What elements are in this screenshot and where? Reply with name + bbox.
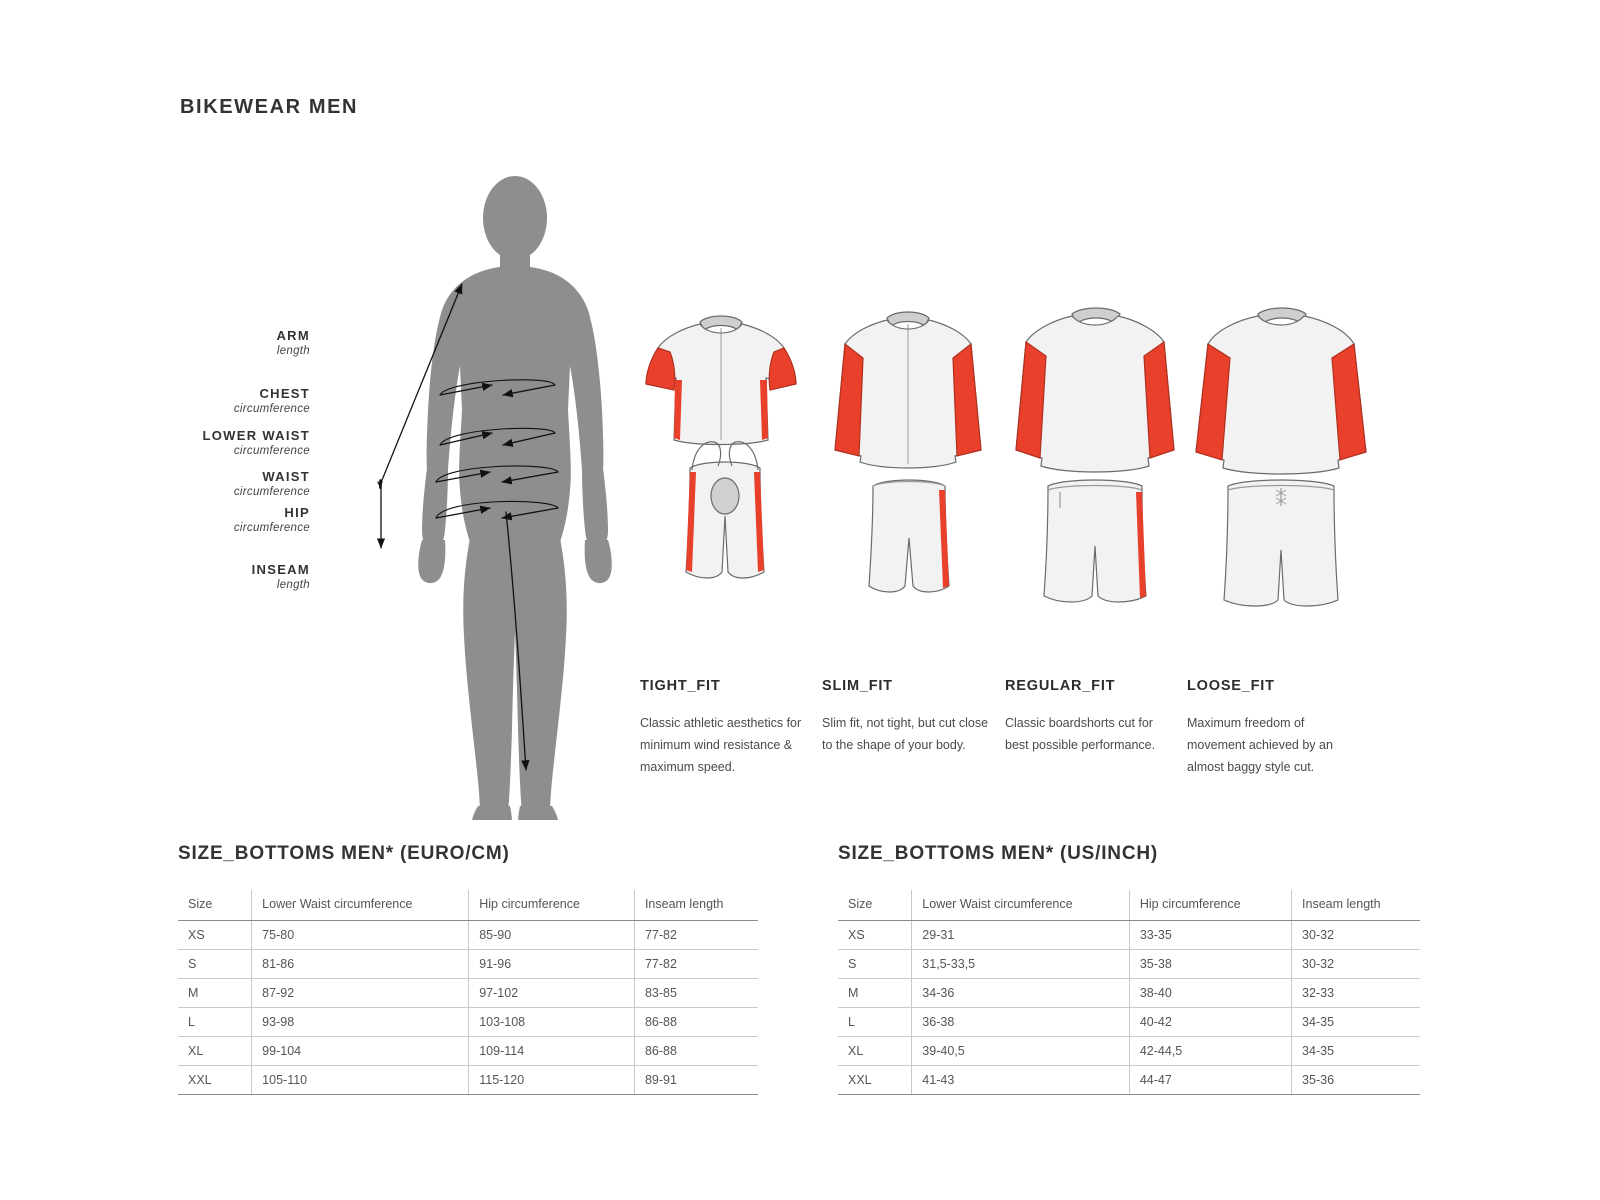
cell-inseam: 77-82 — [634, 950, 758, 979]
cell-inseam: 35-36 — [1292, 1066, 1420, 1095]
fit-block-tight — [640, 678, 815, 778]
measurement-label-inseam — [90, 562, 310, 592]
cell-inseam: 86-88 — [634, 1008, 758, 1037]
table-row — [178, 921, 758, 950]
cell-lower-waist: 87-92 — [252, 979, 469, 1008]
cell-inseam: 30-32 — [1292, 921, 1420, 950]
fit-block-regular — [1005, 678, 1180, 756]
column-header-hip: Hip circumference — [469, 890, 635, 921]
cell-hip: 103-108 — [469, 1008, 635, 1037]
cell-hip: 35-38 — [1129, 950, 1291, 979]
cell-lower-waist: 31,5-33,5 — [912, 950, 1130, 979]
table-row — [838, 1037, 1420, 1066]
cell-size: XL — [178, 1037, 252, 1066]
garment-illustrations — [630, 300, 1420, 660]
measurement-name: CHEST — [259, 386, 310, 401]
size-table-us — [838, 890, 1420, 1095]
table-row — [838, 921, 1420, 950]
cell-size: XL — [838, 1037, 912, 1066]
table-row — [178, 1066, 758, 1095]
fit-block-slim — [822, 678, 997, 756]
cell-lower-waist: 29-31 — [912, 921, 1130, 950]
table-title-us: SIZE_BOTTOMS MEN* (US/INCH) — [838, 843, 1158, 864]
cell-size: S — [838, 950, 912, 979]
cell-size: XS — [178, 921, 252, 950]
cell-lower-waist: 36-38 — [912, 1008, 1130, 1037]
fit-description: Classic athletic aesthetics for minimum wind resistance & maximum speed. — [640, 716, 802, 774]
cell-inseam: 34-35 — [1292, 1037, 1420, 1066]
cell-lower-waist: 41-43 — [912, 1066, 1130, 1095]
cell-inseam: 89-91 — [634, 1066, 758, 1095]
measurement-name: INSEAM — [251, 562, 310, 577]
table-row — [178, 950, 758, 979]
fit-title: SLIM_FIT — [822, 678, 893, 694]
fit-title: REGULAR_FIT — [1005, 678, 1116, 694]
garment-regular-fit — [998, 300, 1188, 660]
table-title-euro: SIZE_BOTTOMS MEN* (EURO/CM) — [178, 843, 510, 864]
column-header-size: Size — [838, 890, 912, 921]
garment-tight-fit — [630, 300, 820, 660]
cell-lower-waist: 75-80 — [252, 921, 469, 950]
table-row — [838, 950, 1420, 979]
measurement-sub: circumference — [233, 486, 310, 498]
cell-size: XS — [838, 921, 912, 950]
cell-inseam: 83-85 — [634, 979, 758, 1008]
cell-inseam: 77-82 — [634, 921, 758, 950]
cell-inseam: 30-32 — [1292, 950, 1420, 979]
cell-hip: 42-44,5 — [1129, 1037, 1291, 1066]
table-header-row — [838, 890, 1420, 921]
cell-size: L — [178, 1008, 252, 1037]
table-row — [838, 1008, 1420, 1037]
cell-lower-waist: 34-36 — [912, 979, 1130, 1008]
measurement-sub: length — [276, 579, 310, 591]
cell-lower-waist: 81-86 — [252, 950, 469, 979]
table-row — [178, 979, 758, 1008]
measurement-sub: circumference — [233, 522, 310, 534]
measurement-name: WAIST — [262, 469, 310, 484]
cell-inseam: 34-35 — [1292, 1008, 1420, 1037]
column-header-inseam: Inseam length — [634, 890, 758, 921]
table-row — [178, 1008, 758, 1037]
fit-description: Classic boardshorts cut for best possible performance. — [1005, 716, 1156, 752]
page-title: BIKEWEAR MEN — [180, 96, 359, 118]
measurement-name: ARM — [276, 328, 310, 343]
table-row — [178, 1037, 758, 1066]
measurement-label-lower-waist — [90, 428, 310, 458]
fit-title: LOOSE_FIT — [1187, 678, 1275, 694]
measurement-label-chest — [90, 386, 310, 416]
measurement-sub: length — [276, 345, 310, 357]
cell-hip: 115-120 — [469, 1066, 635, 1095]
size-table-euro — [178, 890, 758, 1095]
table-row — [838, 979, 1420, 1008]
cell-hip: 38-40 — [1129, 979, 1291, 1008]
measurement-label-waist — [90, 469, 310, 499]
measurement-name: HIP — [284, 505, 310, 520]
column-header-hip: Hip circumference — [1129, 890, 1291, 921]
measurement-label-arm — [90, 328, 310, 358]
cell-size: XXL — [178, 1066, 252, 1095]
garment-slim-fit — [815, 300, 1005, 660]
fit-title: TIGHT_FIT — [640, 678, 721, 694]
cell-lower-waist: 93-98 — [252, 1008, 469, 1037]
fit-description: Maximum freedom of movement achieved by an almost baggy style cut. — [1187, 716, 1333, 774]
cell-inseam: 86-88 — [634, 1037, 758, 1066]
table-row — [838, 1066, 1420, 1095]
column-header-size: Size — [178, 890, 252, 921]
fit-description: Slim fit, not tight, but cut close to the shape of your body. — [822, 716, 989, 752]
cell-hip: 44-47 — [1129, 1066, 1291, 1095]
cell-size: XXL — [838, 1066, 912, 1095]
cell-lower-waist: 39-40,5 — [912, 1037, 1130, 1066]
cell-size: L — [838, 1008, 912, 1037]
cell-hip: 109-114 — [469, 1037, 635, 1066]
cell-hip: 40-42 — [1129, 1008, 1291, 1037]
cell-hip: 91-96 — [469, 950, 635, 979]
cell-size: M — [838, 979, 912, 1008]
measurement-arrows-overlay — [340, 170, 660, 820]
column-header-lower-waist: Lower Waist circumference — [252, 890, 469, 921]
cell-inseam: 32-33 — [1292, 979, 1420, 1008]
cell-lower-waist: 99-104 — [252, 1037, 469, 1066]
cell-size: S — [178, 950, 252, 979]
cell-hip: 97-102 — [469, 979, 635, 1008]
measurement-name: LOWER WAIST — [202, 428, 310, 443]
column-header-lower-waist: Lower Waist circumference — [912, 890, 1130, 921]
measurement-sub: circumference — [233, 445, 310, 457]
measurement-sub: circumference — [233, 403, 310, 415]
cell-size: M — [178, 979, 252, 1008]
fit-block-loose — [1187, 678, 1362, 778]
cell-lower-waist: 105-110 — [252, 1066, 469, 1095]
measurement-label-hip — [90, 505, 310, 535]
cell-hip: 85-90 — [469, 921, 635, 950]
table-header-row — [178, 890, 758, 921]
cell-hip: 33-35 — [1129, 921, 1291, 950]
column-header-inseam: Inseam length — [1292, 890, 1420, 921]
garment-loose-fit — [1182, 300, 1372, 660]
